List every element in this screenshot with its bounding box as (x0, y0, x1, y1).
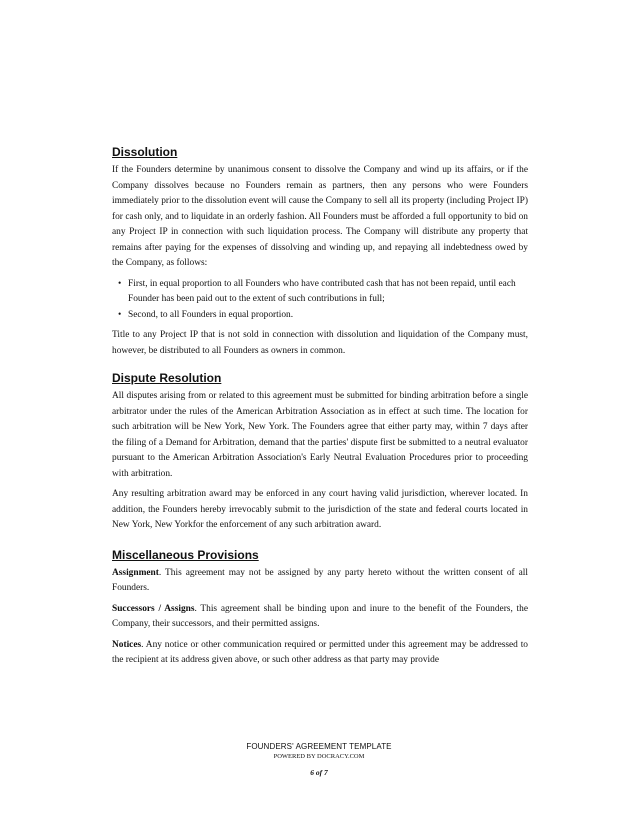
paragraph: All disputes arising from or related to this agreement must be submitted for binding arbitration before a single arbitrator under the rules of the American Arbitration Association as in effect at such time. The location for such arbitration will be New York, New York. The Founders agree that either party may, within 7 days after the filing of a Demand for Arbitration, demand that the parties' dispute first be submitted to a neutral evaluator pursuant to the American Arbitration Association's Early Neutral Evaluation Procedures prior to proceeding with arbitration. (112, 391, 528, 479)
clause-lead: Assignment (112, 567, 159, 578)
paragraph: Title to any Project IP that is not sold in connection with dissolution and liquidation of the Company must, however, be distributed to all Founders as owners in common. (112, 330, 528, 356)
clause-text: . This agreement shall be binding upon and inure to the benefit of the Founders, the Company, their successors, and their permitted assigns. (112, 603, 528, 629)
clause-lead: Notices (112, 639, 142, 650)
paragraph-notices (112, 638, 528, 669)
page-content (112, 145, 528, 675)
section-miscellaneous (112, 548, 528, 669)
page-footer (0, 741, 638, 778)
list-item: • First, in equal proportion to all Founders who have contributed cash that has not been repaid, until each Founder has been paid out to the extent of such contributions in full; (126, 277, 528, 308)
section-heading: Dissolution (112, 145, 178, 159)
clause-lead: Successors / Assigns (112, 603, 195, 614)
section-heading: Miscellaneous Provisions (112, 547, 259, 562)
clause-text: . This agreement may not be assigned by any party hereto without the written consent of all Founders. (112, 567, 528, 593)
paragraph: Any resulting arbitration award may be enforced in any court having valid jurisdiction, wherever located. In addition, the Founders hereby irrevocably submit to the jurisdiction of the state and federal courts located in New York, New Yorkfor the enforcement of any such arbitration award. (112, 489, 528, 530)
section-dispute-resolution (112, 371, 528, 534)
paragraph: If the Founders determine by unanimous consent to dissolve the Company and wind up its affairs, or if the Company dissolves because no Founders remain as partners, then any persons who were Founders immediately prior to the dissolution event will cause the Company to sell all its property (including Project IP) for cash only, and to liquidate in an orderly fashion. All Founders must be afforded a full opportunity to bid on any Project IP in connection with such liquidation process. The Company will distribute any property that remains after paying for the expenses of dissolving and winding up, and repaying all indebtedness owed by the Company, as follows: (112, 165, 528, 268)
paragraph-assignment (112, 566, 528, 597)
paragraph-successors (112, 602, 528, 633)
bullet-list (112, 277, 528, 324)
section-heading: Dispute Resolution (112, 371, 222, 385)
clause-text: . Any notice or other communication required or permitted under this agreement may be addressed to the recipient at its address given above, or such other address as that party may provide (112, 639, 528, 665)
footer-title: FOUNDERS' AGREEMENT TEMPLATE (246, 742, 392, 751)
list-item: • Second, to all Founders in equal proportion. (126, 308, 528, 324)
page-number: 6 of 7 (310, 768, 328, 777)
footer-powered-by: POWERED BY DOCRACY.COM (273, 753, 365, 760)
section-dissolution (112, 145, 528, 359)
